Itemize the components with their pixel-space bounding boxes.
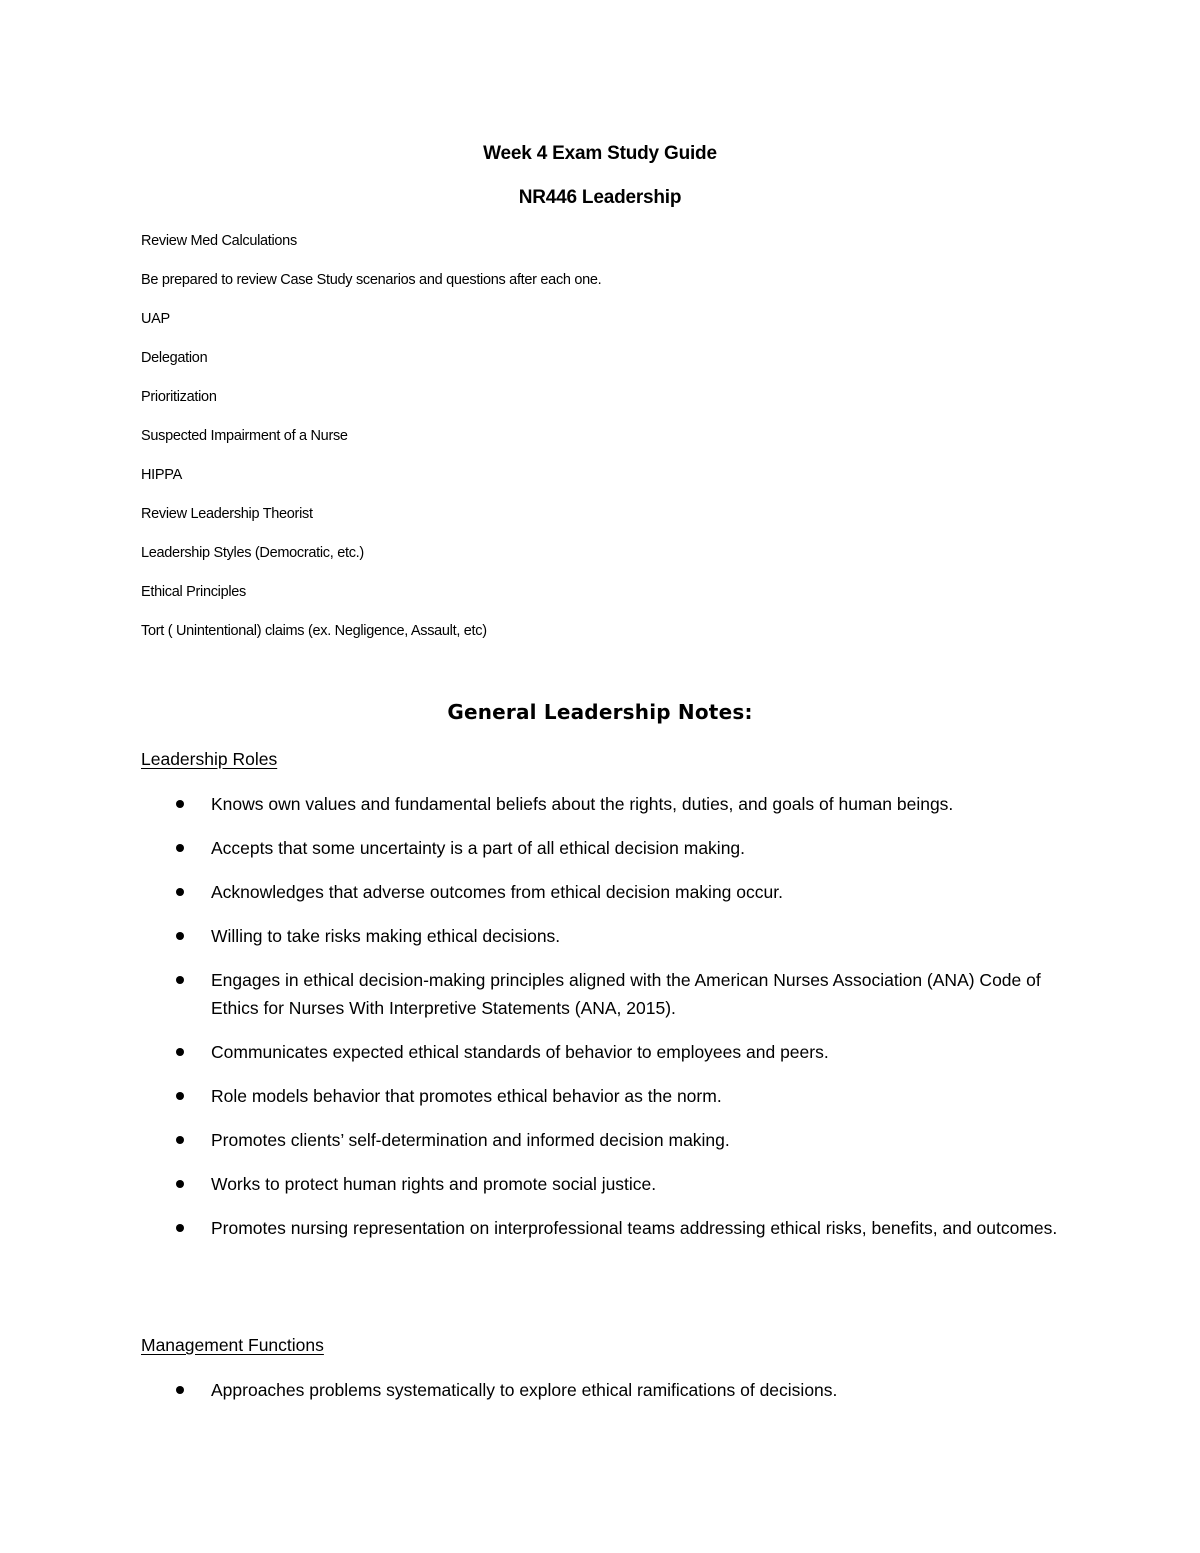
bullet-item [141, 1376, 1061, 1404]
course-title: NR446 Leadership [518, 187, 682, 208]
bullet-text: Communicates expected ethical standards of behavior to employees and peers. [211, 1042, 829, 1062]
topic-item: Prioritization [141, 389, 217, 405]
topic-item: Review Med Calculations [141, 233, 297, 249]
bullet-icon [176, 1224, 184, 1232]
topic-item: Tort ( Unintentional) claims (ex. Negligence, Assault, etc) [141, 623, 487, 639]
leadership-roles-heading: Leadership Roles [141, 749, 278, 769]
bullet-text: Role models behavior that promotes ethical behavior as the norm. [211, 1086, 722, 1106]
bullet-icon [176, 1180, 184, 1188]
bullet-icon [176, 844, 184, 852]
bullet-text: Promotes clients’ self-determination and informed decision making. [211, 1130, 730, 1150]
bullet-item [141, 1082, 1061, 1110]
bullet-icon [176, 1092, 184, 1100]
bullet-text: Promotes nursing representation on interprofessional teams addressing ethical risks, benefits, and outcomes. [211, 1218, 1058, 1238]
bullet-icon [176, 976, 184, 984]
topic-item: Be prepared to review Case Study scenarios and questions after each one. [141, 272, 602, 288]
bullet-item [141, 790, 1061, 818]
bullet-item [141, 878, 1061, 906]
leadership-roles-list [141, 790, 1061, 1258]
bullet-text: Willing to take risks making ethical decisions. [211, 926, 561, 946]
bullet-item [141, 1038, 1061, 1066]
document-title: Week 4 Exam Study Guide [483, 143, 717, 164]
topic-item: Ethical Principles [141, 584, 247, 600]
topic-item: HIPPA [141, 467, 182, 483]
bullet-item [141, 1170, 1061, 1198]
bullet-text: Knows own values and fundamental beliefs about the rights, duties, and goals of human beings. [211, 794, 954, 814]
bullet-item [141, 966, 1061, 1022]
bullet-item [141, 834, 1061, 862]
topic-item: UAP [141, 311, 170, 327]
bullet-text: Approaches problems systematically to explore ethical ramifications of decisions. [211, 1380, 838, 1400]
study-topics-list [141, 231, 601, 660]
bullet-icon [176, 800, 184, 808]
topic-item: Leadership Styles (Democratic, etc.) [141, 545, 364, 561]
topic-item: Delegation [141, 350, 208, 366]
bullet-item [141, 1214, 1061, 1242]
bullet-text: Works to protect human rights and promote social justice. [211, 1174, 657, 1194]
bullet-icon [176, 888, 184, 896]
bullet-icon [176, 1048, 184, 1056]
bullet-item [141, 922, 1061, 950]
bullet-item [141, 1126, 1061, 1154]
bullet-text: Accepts that some uncertainty is a part of all ethical decision making. [211, 838, 746, 858]
management-functions-heading: Management Functions [141, 1335, 324, 1355]
management-functions-list [141, 1376, 1061, 1420]
topic-item: Review Leadership Theorist [141, 506, 313, 522]
topic-item: Suspected Impairment of a Nurse [141, 428, 348, 444]
bullet-icon [176, 1136, 184, 1144]
bullet-text: Acknowledges that adverse outcomes from ethical decision making occur. [211, 882, 783, 902]
bullet-text: Engages in ethical decision-making principles aligned with the American Nurses Association (ANA) Code of Ethics for Nurses With Interpretive Statements (ANA, 2015). [211, 970, 1041, 1018]
notes-heading: General Leadership Notes: [447, 700, 753, 724]
bullet-icon [176, 932, 184, 940]
bullet-icon [176, 1386, 184, 1394]
